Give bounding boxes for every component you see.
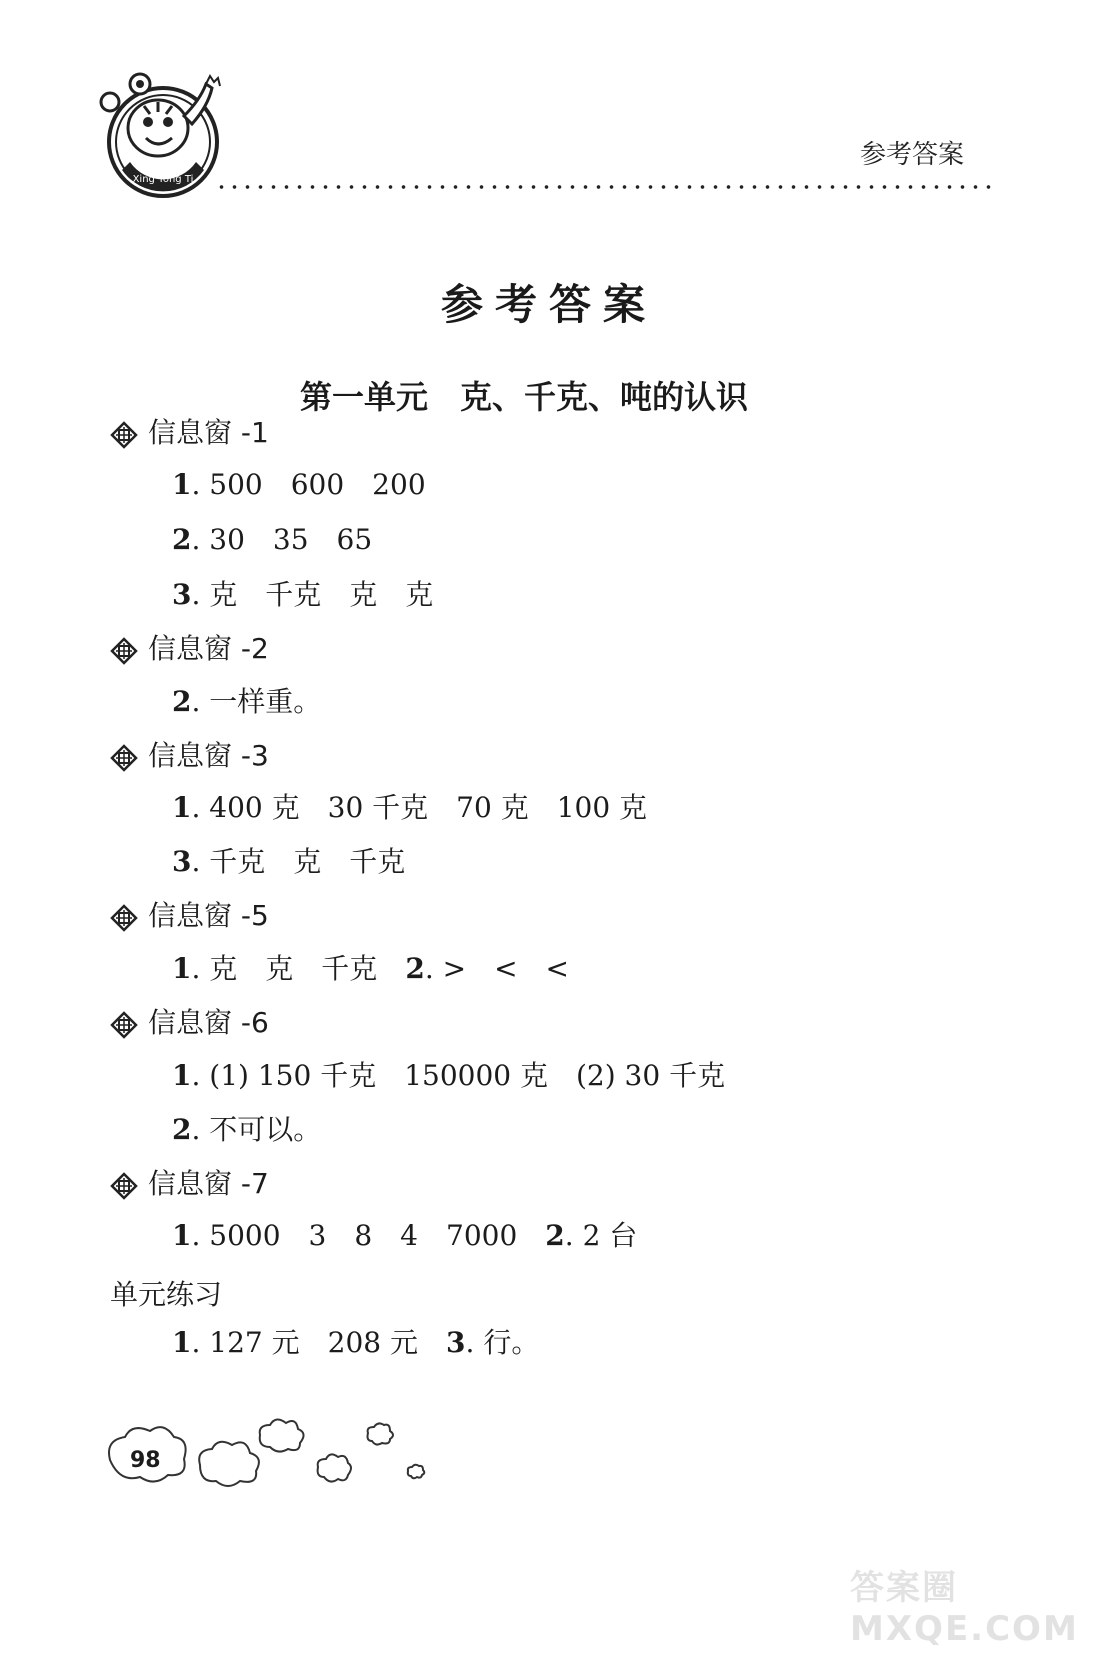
answer-line: 1. 5000 3 8 4 7000 2. 2 台 [172, 1219, 638, 1252]
section-label: 信息窗 -7 [148, 1167, 269, 1200]
section-label: 信息窗 -2 [148, 632, 269, 665]
unit-practice-heading: 单元练习 [110, 1278, 223, 1311]
section-heading [110, 413, 269, 453]
diamond-bullet-icon [110, 904, 138, 932]
section-heading [110, 1003, 269, 1043]
section-label: 信息窗 -6 [148, 1006, 269, 1039]
answer-line: 1. 400 克 30 千克 70 克 100 克 [172, 791, 648, 824]
header-title: 参考答案 [860, 140, 965, 170]
answer-line: 1. (1) 150 千克 150000 克 (2) 30 千克 [172, 1059, 726, 1092]
answer-line: 1. 克 克 千克 2. > < < [172, 952, 570, 985]
section-label: 信息窗 -3 [148, 739, 269, 772]
answer-line: 1. 127 元 208 元 3. 行。 [172, 1326, 540, 1359]
section-label: 信息窗 -5 [148, 899, 269, 932]
page-title: 参考答案 [440, 280, 657, 329]
answer-line: 2. 一样重。 [172, 685, 322, 718]
section-heading [110, 1164, 269, 1204]
svg-text:Xing Yong Ti: Xing Yong Ti [132, 174, 194, 185]
diamond-bullet-icon [110, 1172, 138, 1200]
diamond-bullet-icon [110, 1011, 138, 1039]
answer-line: 2. 30 35 65 [172, 523, 373, 556]
diamond-bullet-icon [110, 421, 138, 449]
page-number: 98 [130, 1448, 161, 1473]
answer-line: 3. 千克 克 千克 [172, 845, 406, 878]
diamond-bullet-icon [110, 637, 138, 665]
answer-line: 1. 500 600 200 [172, 468, 426, 501]
watermark: 答案圈 MXQE.COM [850, 1568, 1079, 1649]
section-heading [110, 736, 269, 776]
section-heading [110, 629, 269, 669]
diamond-bullet-icon [110, 744, 138, 772]
answer-line: 2. 不可以。 [172, 1113, 322, 1146]
section-label: 信息窗 -1 [148, 416, 269, 449]
answer-line: 3. 克 千克 克 克 [172, 578, 434, 611]
tiger-logo-icon [88, 70, 238, 200]
unit-title: 第一单元 克、千克、吨的认识 [300, 378, 749, 416]
header-divider [215, 185, 995, 189]
section-heading [110, 896, 269, 936]
